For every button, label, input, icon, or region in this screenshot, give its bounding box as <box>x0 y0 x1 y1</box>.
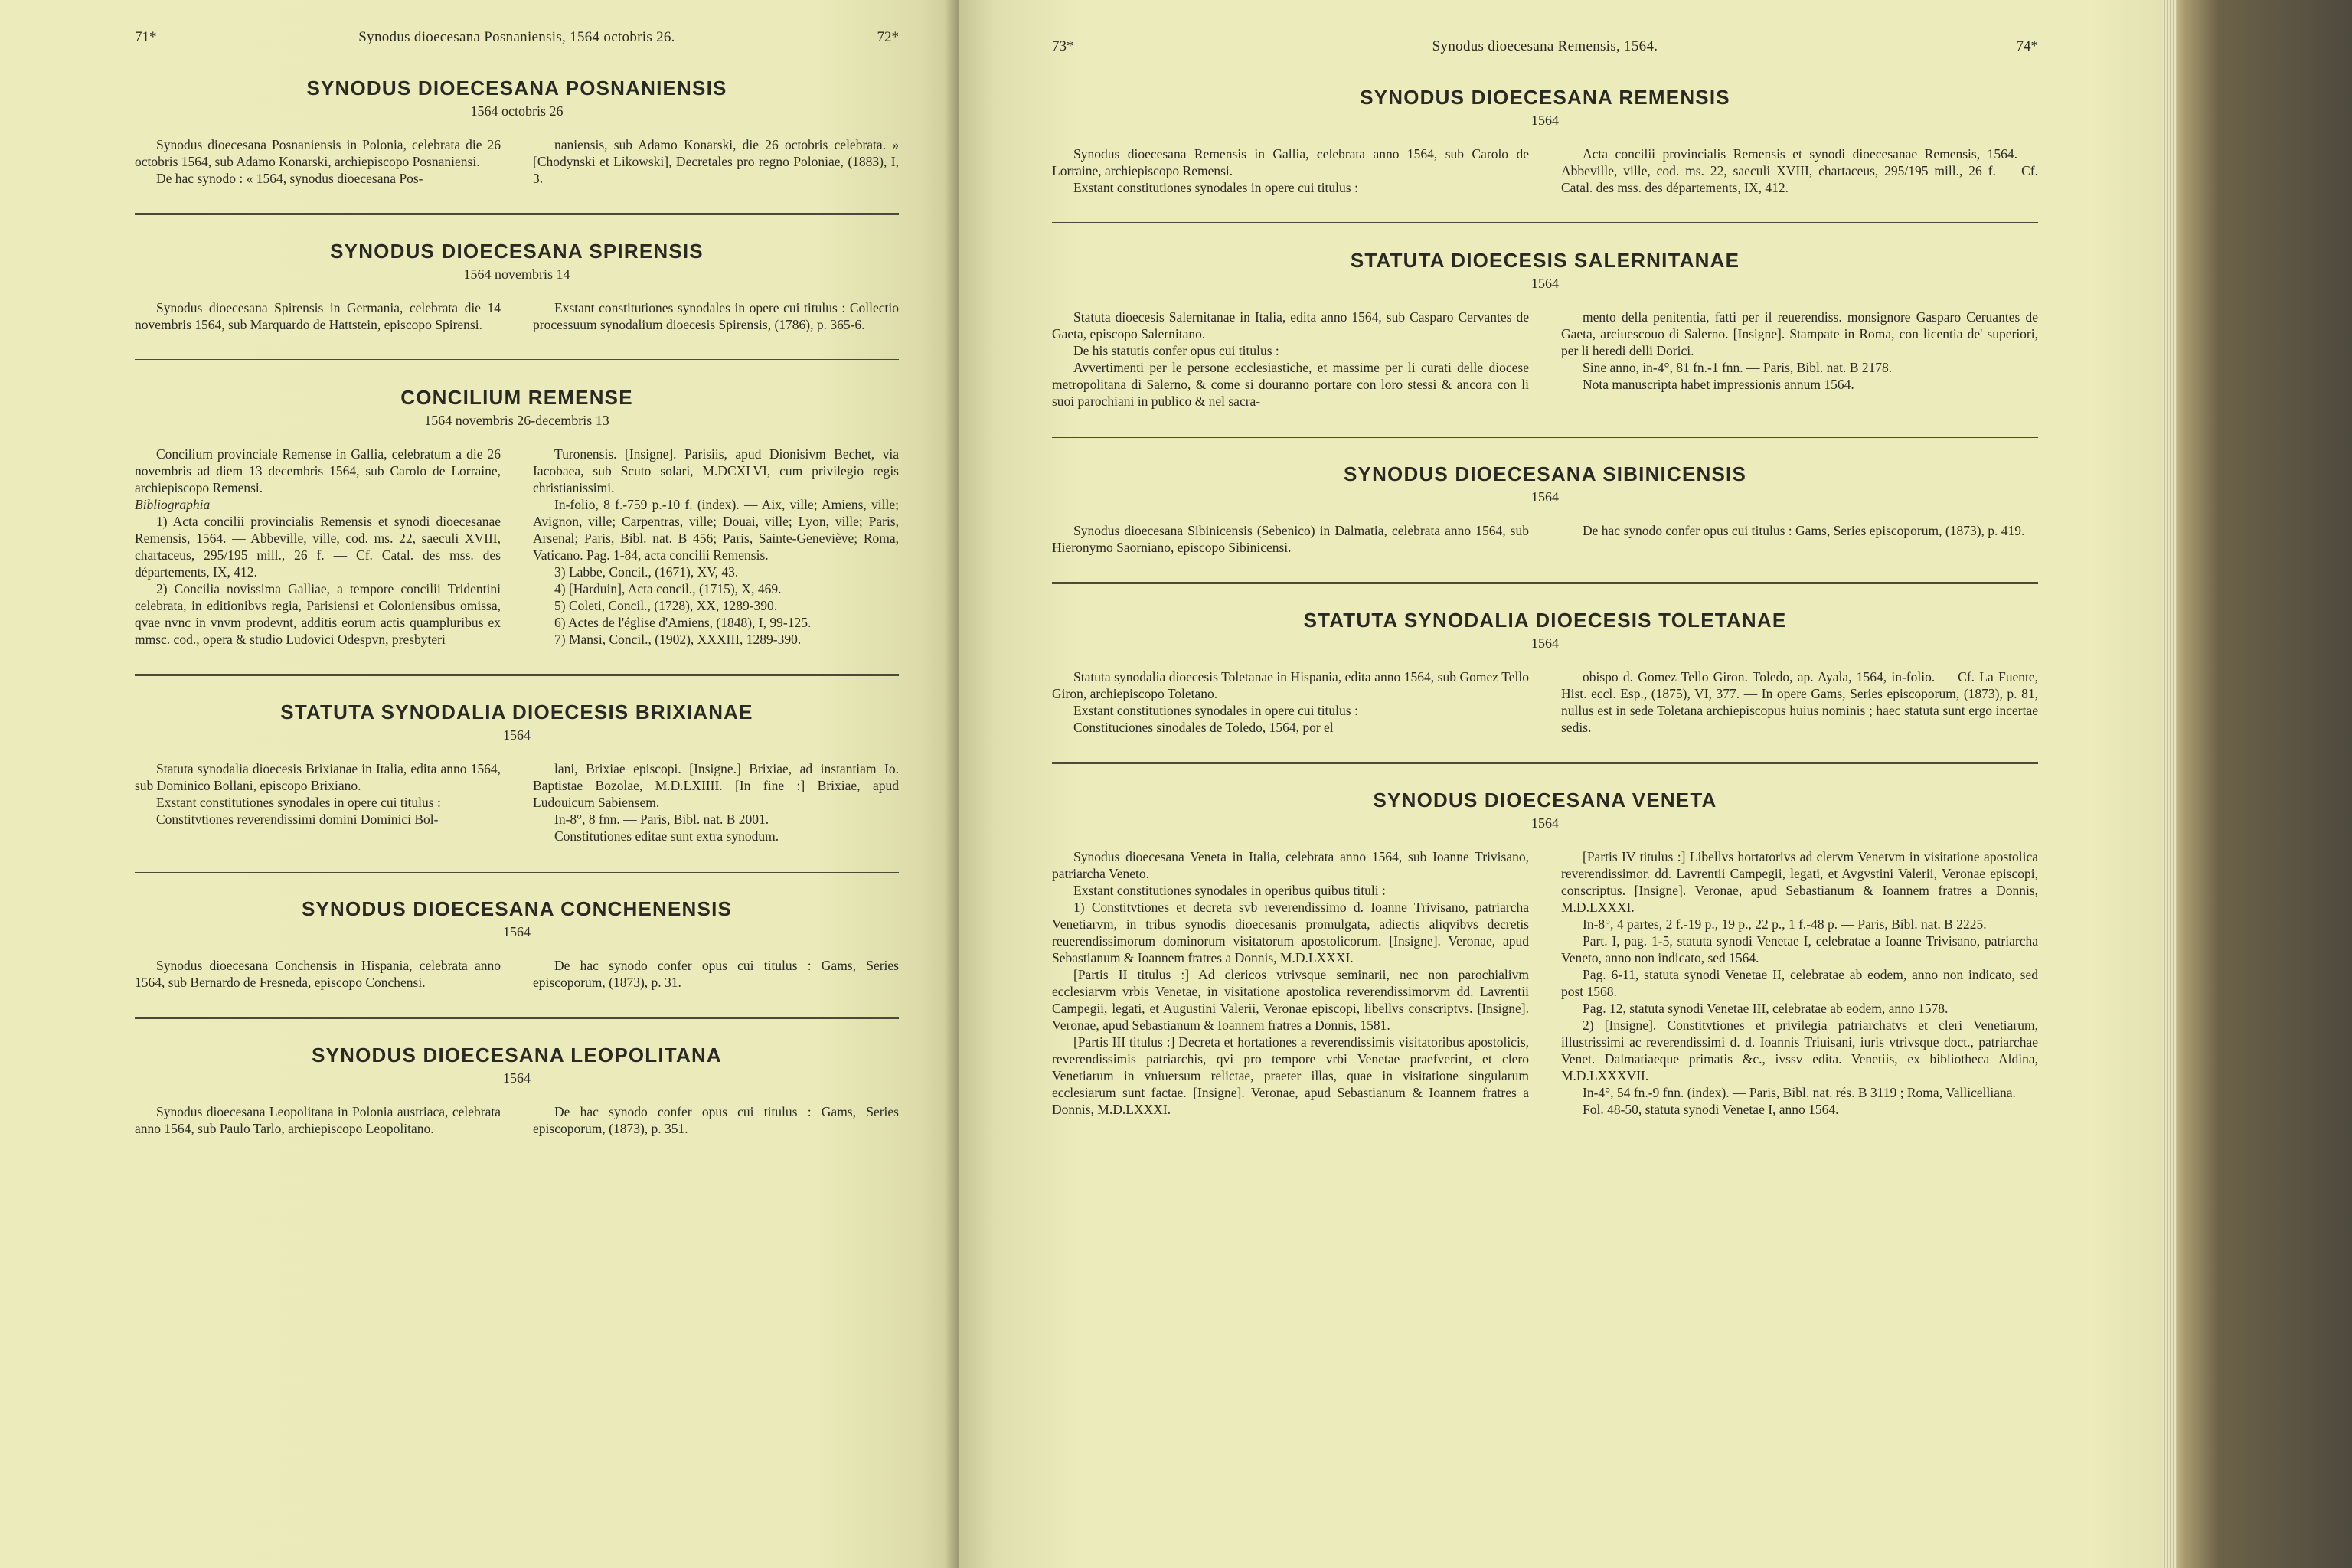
paragraph: Constitutiones editae sunt extra synodum. <box>554 828 779 844</box>
paragraph: Sine anno, in-4°, 81 fn.-1 fnn. — Paris, Bibl. nat. B 2178. <box>1583 360 1893 375</box>
text-column <box>135 299 501 333</box>
paragraph: 2) Concilia novissima Galliae, a tempore concilii Tridentini celebrata, in editionibvs regia, Parisiensi et Coloniensibus omissa, qvae nvnc in vnvm prodevnt, additis eorum actis quampluribus ex mmsc. cod., opera & studio Ludovici Odespvn, presbyteri <box>135 581 501 647</box>
text-column <box>1052 309 1529 410</box>
text-column <box>1561 848 2038 1118</box>
section-title: STATUTA SYNODALIA DIOECESIS BRIXIANAE <box>280 701 753 724</box>
page-edges <box>2162 0 2177 1568</box>
text-column <box>1561 522 2038 556</box>
text-columns <box>135 760 899 844</box>
entry-section <box>1052 609 2038 736</box>
page-number: 71* <box>135 29 157 45</box>
paragraph: 7) Mansi, Concil., (1902), XXXIII, 1289-390. <box>554 632 802 647</box>
entry-section <box>135 897 899 991</box>
text-column <box>1052 848 1529 1118</box>
paragraph: Exstant constitutiones synodales in opere cui titulus : Collectio processuum synodalium dioecesis Spirensis, (1786), p. 365-6. <box>533 300 899 332</box>
page-body <box>1052 86 2038 1118</box>
paragraph: In-folio, 8 f.-759 p.-10 f. (index). — Aix, ville; Amiens, ville; Avignon, ville; Carpentras, ville; Douai, ville; Lyon, ville; Paris, Arsenal; Paris, Bibl. nat. B 456; Paris, Sainte-Geneviève; Roma, Vaticano. Pag. 1-84, acta concilii Remensis. <box>533 497 899 563</box>
paragraph: In-8°, 4 partes, 2 f.-19 p., 19 p., 22 p., 1 f.-48 p. — Paris, Bibl. nat. B 2225. <box>1583 916 1987 932</box>
paragraph: De hac synodo : « 1564, synodus dioecesana Pos- <box>156 171 423 186</box>
paragraph: Concilium provinciale Remense in Gallia, celebratum a die 26 novembris ad diem 13 decembris 1564, sub Carolo de Lorraine, archiepiscopo Remensi. <box>135 446 501 495</box>
text-column <box>135 1103 501 1137</box>
paragraph: mento della penitentia, fatti per il reuerendiss. monsignore Gasparo Ceruantes de Gaeta, arciuescouo di Salerno. [Insigne]. Stampate in Roma, con licentia de' superiori, per li heredi delli Dorici. <box>1561 309 2038 358</box>
paragraph: Acta concilii provincialis Remensis et synodi dioecesanae Remensis, 1564. — Abbeville, ville, cod. ms. 22, saeculi XVIII, chartaceus, 295/195 mill., 26 f. — Cf. Catal. des mss. des départements, IX, 412. <box>1561 146 2038 195</box>
entry-section <box>135 1044 899 1137</box>
paragraph: 6) Actes de l'église d'Amiens, (1848), I, 99-125. <box>554 615 812 630</box>
section-title: STATUTA DIOECESIS SALERNITANAE <box>1350 249 1740 272</box>
entry-section <box>135 240 899 333</box>
text-column <box>135 136 501 187</box>
paragraph: Exstant constitutiones synodales in opere cui titulus : <box>1073 180 1358 195</box>
paragraph: Pag. 6-11, statuta synodi Venetae II, celebratae ab eodem, anno non indicato, sed post 1568. <box>1561 967 2038 999</box>
entry-section <box>1052 86 2038 196</box>
section-divider <box>135 674 899 676</box>
text-columns <box>135 299 899 333</box>
page-number: 74* <box>2016 38 2038 54</box>
section-date: 1564 novembris 26-decembris 13 <box>424 413 609 428</box>
section-divider <box>1052 436 2038 438</box>
text-column <box>533 760 899 844</box>
paragraph: Exstant constitutiones synodales in opere cui titulus : <box>156 795 441 810</box>
text-column <box>135 760 501 844</box>
running-header <box>135 29 899 46</box>
paragraph: 2) [Insigne]. Constitvtiones et privilegia patriarchatvs et cleri Venetiarum, illustrissimi ac reverendissimi d. d. Ioannis Triuisani, iuris vtrivsque doct., patriarchae Venet. Dalmatiaeque primatis &c., ivssv edita. Venetiis, ex bibliotheca Aldina, M.D.LXXXVII. <box>1561 1018 2038 1083</box>
text-columns <box>1052 145 2038 196</box>
paragraph: Statuta synodalia dioecesis Toletanae in Hispania, edita anno 1564, sub Gomez Tello Giron, archiepiscopo Toletano. <box>1052 669 1529 701</box>
section-date: 1564 <box>503 727 531 743</box>
section-title: SYNODUS DIOECESANA LEOPOLITANA <box>312 1044 722 1067</box>
page-number: 72* <box>877 29 899 45</box>
entry-section <box>135 701 899 844</box>
text-column <box>533 136 899 187</box>
entry-section <box>1052 789 2038 1118</box>
text-column <box>1052 668 1529 736</box>
section-title: SYNODUS DIOECESANA CONCHENENSIS <box>301 897 733 920</box>
bibliography-heading: Bibliographia <box>135 497 211 512</box>
text-column <box>1561 668 2038 736</box>
text-column <box>1052 145 1529 196</box>
paragraph: Part. I, pag. 1-5, statuta synodi Venetae I, celebratae a Ioanne Trivisano, patriarcha Veneto, anno non indicato, sed 1564. <box>1561 933 2038 965</box>
text-columns <box>1052 522 2038 556</box>
paragraph: 1) Acta concilii provincialis Remensis et synodi dioecesanae Remensis, 1564. — Abbeville, ville, cod. ms. 22, saeculi XVIII, chartaceus, 295/195 mill., 26 f. — Cf. Catal. des mss. des départements, IX, 412. <box>135 514 501 580</box>
paragraph: Nota manuscripta habet impressionis annum 1564. <box>1583 377 1854 392</box>
section-date: 1564 <box>503 924 531 939</box>
paragraph: Synodus dioecesana Sibinicensis (Sebenico) in Dalmatia, celebrata anno 1564, sub Hieronymo Saorniano, episcopo Sibinicensi. <box>1052 523 1529 555</box>
text-columns <box>135 446 899 648</box>
section-date: 1564 <box>1531 276 1559 291</box>
paragraph: Constitvtiones reverendissimi domini Dominici Bol- <box>156 812 439 827</box>
paragraph: [Partis IV titulus :] Libellvs hortatorivs ad clervm Venetvm in visitatione apostolica reverendissimor. dd. Lavrentii Campegii, legati, et Avgvstini Valerii, Veronae episcopi, conscriptus. [Insigne]. Veronae, apud Sebastianum & Ioannem fratres a Donnis, M.D.LXXXI. <box>1561 849 2038 915</box>
paragraph: Exstant constitutiones synodales in opere cui titulus : <box>1073 703 1358 718</box>
entry-section <box>135 77 899 187</box>
text-column <box>533 1103 899 1137</box>
section-date: 1564 <box>503 1070 531 1086</box>
paragraph: Fol. 48-50, statuta synodi Venetae I, anno 1564. <box>1583 1102 1839 1117</box>
page-number: 73* <box>1052 38 1074 54</box>
paragraph: Turonensis. [Insigne]. Parisiis, apud Dionisivm Bechet, via Iacobaea, sub Scuto solari, M.DCXLVI, cum privilegio regis christianissimi. <box>533 446 899 495</box>
section-date: 1564 <box>1531 815 1559 831</box>
header-title: Synodus dioecesana Posnaniensis, 1564 octobris 26. <box>358 29 675 45</box>
section-divider <box>135 1017 899 1019</box>
entry-section <box>135 386 899 648</box>
paragraph: 5) Coleti, Concil., (1728), XX, 1289-390. <box>554 598 778 613</box>
paragraph: 4) [Harduin], Acta concil., (1715), X, 469. <box>554 581 782 596</box>
paragraph: naniensis, sub Adamo Konarski, die 26 octobris celebrata. » [Chodynski et Likowski], Decretales pro regno Poloniae, (1883), I, 3. <box>533 137 899 186</box>
paragraph: Synodus dioecesana Remensis in Gallia, celebrata anno 1564, sub Carolo de Lorraine, archiepiscopo Remensi. <box>1052 146 1529 178</box>
section-divider <box>1052 222 2038 224</box>
section-title: SYNODUS DIOECESANA REMENSIS <box>1360 86 1730 109</box>
text-column <box>533 446 899 648</box>
paragraph: In-4°, 54 fn.-9 fnn. (index). — Paris, Bibl. nat. rés. B 3119 ; Roma, Vallicelliana. <box>1583 1085 2016 1100</box>
entry-section <box>1052 462 2038 556</box>
section-divider <box>135 871 899 873</box>
paragraph: De his statutis confer opus cui titulus : <box>1073 343 1279 358</box>
text-column <box>135 957 501 991</box>
page-body <box>135 77 899 1137</box>
paragraph: [Partis II titulus :] Ad clericos vtrivsque seminarii, nec non parochialivm ecclesiarvm vrbis Venetae, in visitatione apostolica reverendissimorvm dd. Lavrentii Campegii, legati, et Augustini Valerii, Veronae episcopi, libellvs conscriptvs. [Insigne]. Veronae, apud Sebastianum & Ioannem fratres a Donnis, 1581. <box>1052 967 1529 1033</box>
paragraph: 3) Labbe, Concil., (1671), XV, 43. <box>554 564 739 580</box>
section-divider <box>135 359 899 361</box>
section-date: 1564 <box>1531 113 1559 128</box>
paragraph: obispo d. Gomez Tello Giron. Toledo, ap. Ayala, 1564, in-folio. — Cf. La Fuente, Hist. eccl. Esp., (1875), VI, 377. — In opere Gams, Series episcoporum, (1873), p. 81, nullus est in sede Toletana archiepiscopus huius nominis ; haec statuta sunt ergo incertae sedis. <box>1561 669 2038 735</box>
header-title: Synodus dioecesana Remensis, 1564. <box>1432 38 1658 54</box>
text-columns <box>1052 668 2038 736</box>
section-divider <box>1052 582 2038 584</box>
paragraph: Avvertimenti per le persone ecclesiastiche, et massime per li curati delle diocese metropolitana di Salerno, & come si douranno portare con loro stessi & ancora con li suoi parochiani in publico & nel sacra- <box>1052 360 1529 409</box>
text-column <box>1052 522 1529 556</box>
section-date: 1564 octobris 26 <box>470 103 564 119</box>
section-title: SYNODUS DIOECESANA POSNANIENSIS <box>306 77 727 100</box>
section-title: SYNODUS DIOECESANA SIBINICENSIS <box>1344 462 1746 485</box>
paragraph: De hac synodo confer opus cui titulus : Gams, Series episcoporum, (1873), p. 31. <box>533 958 899 990</box>
text-column <box>533 299 899 333</box>
section-title: SYNODUS DIOECESANA VENETA <box>1373 789 1717 812</box>
paragraph: Synodus dioecesana Posnaniensis in Polonia, celebrata die 26 octobris 1564, sub Adamo Konarski, archiepiscopo Posnaniensi. <box>135 137 501 169</box>
text-columns <box>1052 848 2038 1118</box>
paragraph: Synodus dioecesana Spirensis in Germania, celebrata die 14 novembris 1564, sub Marquardo de Hattstein, episcopo Spirensi. <box>135 300 501 332</box>
text-columns <box>135 1103 899 1137</box>
paragraph: [Partis III titulus :] Decreta et hortationes a reverendissimis visitatoribus apostolicis, reverendissimis patriarchis, qvi pro tempore vrbi Venetae praefverint, et clero Venetiarum in vniuersum relictae, praeter illas, quae in visitatione singularum ecclesiarum sunt factae. [Insigne]. Veronae, apud Sebastianum & Ioannem fratres a Donnis, M.D.LXXXI. <box>1052 1034 1529 1117</box>
paragraph: 1) Constitvtiones et decreta svb reverendissimo d. Ioanne Trivisano, patriarcha Venetiarvm, in tribus synodis dioecesanis promulgata, adiectis aliqvibvs decretis reuerendissimorum dominorum visitatorum apostolicorum. [Insigne]. Veronae, apud Sebastianum & Ioannem fratres a Donnis, M.D.LXXXI. <box>1052 900 1529 965</box>
paragraph: Exstant constitutiones synodales in operibus quibus tituli : <box>1073 883 1386 898</box>
text-column <box>533 957 899 991</box>
section-date: 1564 <box>1531 635 1559 651</box>
book-cover <box>2162 0 2352 1568</box>
section-title: SYNODUS DIOECESANA SPIRENSIS <box>330 240 704 263</box>
paragraph: De hac synodo confer opus cui titulus : Gams, Series episcoporum, (1873), p. 419. <box>1583 523 2025 538</box>
paragraph: In-8°, 8 fnn. — Paris, Bibl. nat. B 2001. <box>554 812 769 827</box>
section-divider <box>135 213 899 215</box>
text-columns <box>135 957 899 991</box>
text-column <box>1561 145 2038 196</box>
paragraph: Statuta dioecesis Salernitanae in Italia, edita anno 1564, sub Casparo Cervantes de Gaeta, episcopo Salernitano. <box>1052 309 1529 341</box>
paragraph: Synodus dioecesana Veneta in Italia, celebrata anno 1564, sub Ioanne Trivisano, patriarcha Veneto. <box>1052 849 1529 881</box>
paragraph: Synodus dioecesana Conchensis in Hispania, celebrata anno 1564, sub Bernardo de Fresneda, episcopo Conchensi. <box>135 958 501 990</box>
paragraph: De hac synodo confer opus cui titulus : Gams, Series episcoporum, (1873), p. 351. <box>533 1104 899 1136</box>
section-title: STATUTA SYNODALIA DIOECESIS TOLETANAE <box>1303 609 1787 632</box>
section-title: CONCILIUM REMENSE <box>400 386 633 409</box>
right-page <box>959 0 2162 1568</box>
text-column <box>135 446 501 648</box>
running-header <box>1052 38 2038 55</box>
text-column <box>1561 309 2038 410</box>
left-page <box>0 0 959 1568</box>
paragraph: Pag. 12, statuta synodi Venetae III, celebratae ab eodem, anno 1578. <box>1583 1001 1949 1016</box>
section-date: 1564 novembris 14 <box>463 266 570 282</box>
text-columns <box>1052 309 2038 410</box>
section-divider <box>1052 762 2038 764</box>
paragraph: Synodus dioecesana Leopolitana in Polonia austriaca, celebrata anno 1564, sub Paulo Tarlo, archiepiscopo Leopolitano. <box>135 1104 501 1136</box>
text-columns <box>135 136 899 187</box>
paragraph: Statuta synodalia dioecesis Brixianae in Italia, edita anno 1564, sub Dominico Bollani, episcopo Brixiano. <box>135 761 501 793</box>
paragraph: Constituciones sinodales de Toledo, 1564, por el <box>1073 720 1334 735</box>
section-date: 1564 <box>1531 489 1559 505</box>
paragraph: lani, Brixiae episcopi. [Insigne.] Brixiae, ad instantiam Io. Baptistae Bozolae, M.D.LXIIII. [In fine :] Brixiae, apud Ludouicum Sabiensem. <box>533 761 899 810</box>
entry-section <box>1052 249 2038 410</box>
